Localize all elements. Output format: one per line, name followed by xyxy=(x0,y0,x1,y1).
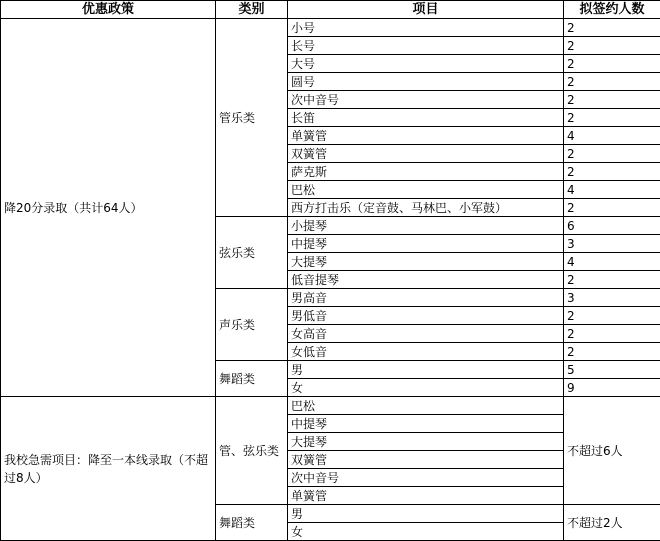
item-cell: 西方打击乐（定音鼓、马林巴、小军鼓） xyxy=(288,199,564,217)
count-cell: 2 xyxy=(564,91,660,109)
item-cell: 双簧管 xyxy=(288,145,564,163)
count-cell: 2 xyxy=(564,145,660,163)
item-cell: 圆号 xyxy=(288,73,564,91)
count-cell: 2 xyxy=(564,199,660,217)
header-policy: 优惠政策 xyxy=(1,1,216,19)
item-cell: 女低音 xyxy=(288,343,564,361)
count-cell: 3 xyxy=(564,235,660,253)
category-cell: 声乐类 xyxy=(216,289,288,361)
item-cell: 男 xyxy=(288,361,564,379)
item-cell: 女 xyxy=(288,523,564,541)
table-body xyxy=(1,19,660,541)
count-cell: 4 xyxy=(564,253,660,271)
table-row xyxy=(1,19,660,37)
header-category: 类别 xyxy=(216,1,288,19)
category-cell: 舞蹈类 xyxy=(216,361,288,397)
count-cell: 9 xyxy=(564,379,660,397)
item-cell: 单簧管 xyxy=(288,127,564,145)
count-cell: 2 xyxy=(564,37,660,55)
count-cell: 5 xyxy=(564,361,660,379)
count-cell: 2 xyxy=(564,19,660,37)
item-cell: 男高音 xyxy=(288,289,564,307)
item-cell: 低音提琴 xyxy=(288,271,564,289)
count-cell: 不超过6人 xyxy=(564,397,660,505)
item-cell: 次中音号 xyxy=(288,91,564,109)
count-cell: 4 xyxy=(564,181,660,199)
item-cell: 双簧管 xyxy=(288,451,564,469)
count-cell: 2 xyxy=(564,163,660,181)
count-cell: 2 xyxy=(564,307,660,325)
count-cell: 2 xyxy=(564,55,660,73)
policy-cell: 降20分录取（共计64人） xyxy=(1,19,216,397)
count-cell: 2 xyxy=(564,343,660,361)
count-cell: 2 xyxy=(564,73,660,91)
count-cell: 4 xyxy=(564,127,660,145)
header-item: 项目 xyxy=(288,1,564,19)
item-cell: 大号 xyxy=(288,55,564,73)
header-count: 拟签约人数 xyxy=(564,1,660,19)
item-cell: 巴松 xyxy=(288,397,564,415)
item-cell: 男低音 xyxy=(288,307,564,325)
category-cell: 管、弦乐类 xyxy=(216,397,288,505)
category-cell: 管乐类 xyxy=(216,19,288,217)
item-cell: 次中音号 xyxy=(288,469,564,487)
item-cell: 长笛 xyxy=(288,109,564,127)
count-cell: 不超过2人 xyxy=(564,505,660,541)
item-cell: 单簧管 xyxy=(288,487,564,505)
item-cell: 小号 xyxy=(288,19,564,37)
item-cell: 长号 xyxy=(288,37,564,55)
count-cell: 2 xyxy=(564,271,660,289)
policy-cell: 我校急需项目：降至一本线录取（不超过8人） xyxy=(1,397,216,541)
item-cell: 巴松 xyxy=(288,181,564,199)
item-cell: 女高音 xyxy=(288,325,564,343)
header-row xyxy=(1,1,660,19)
category-cell: 舞蹈类 xyxy=(216,505,288,541)
item-cell: 大提琴 xyxy=(288,253,564,271)
item-cell: 大提琴 xyxy=(288,433,564,451)
category-cell: 弦乐类 xyxy=(216,217,288,289)
count-cell: 6 xyxy=(564,217,660,235)
count-cell: 3 xyxy=(564,289,660,307)
item-cell: 小提琴 xyxy=(288,217,564,235)
item-cell: 女 xyxy=(288,379,564,397)
item-cell: 男 xyxy=(288,505,564,523)
item-cell: 萨克斯 xyxy=(288,163,564,181)
item-cell: 中提琴 xyxy=(288,415,564,433)
count-cell: 2 xyxy=(564,325,660,343)
count-cell: 2 xyxy=(564,109,660,127)
table-row xyxy=(1,397,660,415)
item-cell: 中提琴 xyxy=(288,235,564,253)
